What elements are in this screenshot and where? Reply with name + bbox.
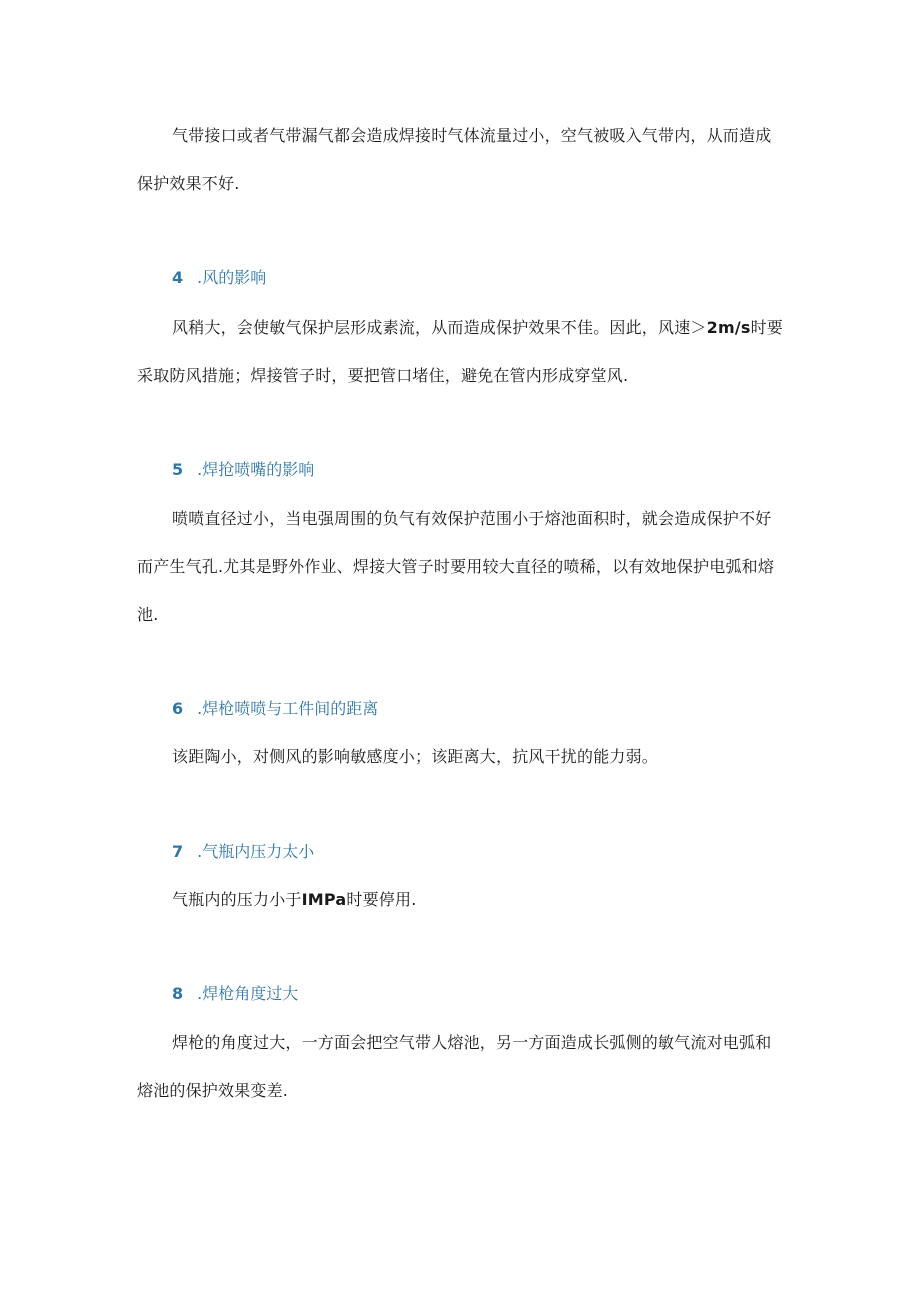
heading-number: 7 [172, 842, 184, 861]
paragraph-text: 风稍大，会使敏气保护层形成素流，从而造成保护效果不佳。因此，风速＞ [172, 318, 707, 337]
heading-text: .气瓶内压力太小 [197, 842, 315, 861]
paragraph-nozzle-distance: 该距陶小，对侧风的影响敏感度小；该距离大，抗风干扰的能力弱。 [172, 747, 659, 766]
wind-speed-value: 2m/s [706, 318, 751, 337]
paragraph-cylinder-pressure [137, 876, 787, 924]
heading-number: 4 [172, 268, 184, 287]
heading-number: 8 [172, 984, 184, 1003]
heading-text: .焊枪喷喷与工件间的距离 [197, 699, 379, 718]
heading-text: .焊抢喷嘴的影响 [197, 460, 315, 479]
paragraph-text: 气瓶内的压力小于 [172, 890, 302, 909]
paragraph-gas-hose: 气带接口或者气带漏气都会造成焊接时气体流量过小，空气被吸入气带内，从而造成保护效果不好. [137, 126, 772, 193]
heading-nozzle-effect [172, 458, 314, 482]
heading-text: .风的影响 [197, 268, 267, 287]
heading-nozzle-distance [172, 697, 378, 721]
paragraph-wind-effect [137, 304, 787, 400]
heading-text: .焊枪角度过大 [197, 984, 299, 1003]
heading-cylinder-pressure [172, 840, 314, 864]
heading-number: 5 [172, 460, 184, 479]
heading-wind-effect [172, 266, 266, 290]
paragraph-torch-angle: 焊枪的角度过大，一方面会把空气带人熔池，另一方面造成长弧侧的敏气流对电弧和熔池的保护效果变差. [137, 1033, 772, 1100]
heading-torch-angle [172, 982, 298, 1006]
paragraph-text: 时要采取防风措施；焊接管子时，要把管口堵住，避免在管内形成穿堂风. [137, 318, 783, 385]
heading-number: 6 [172, 699, 184, 718]
pressure-value: IMPa [301, 890, 347, 909]
paragraph-nozzle-effect: 喷喷直径过小，当电强周围的负气有效保护范围小于熔池面积时，就会造成保护不好而产生气孔.尤其是野外作业、焊接大管子时要用较大直径的喷稀，以有效地保护电弧和熔池. [137, 509, 775, 624]
paragraph-text: 时要停用. [346, 890, 417, 909]
